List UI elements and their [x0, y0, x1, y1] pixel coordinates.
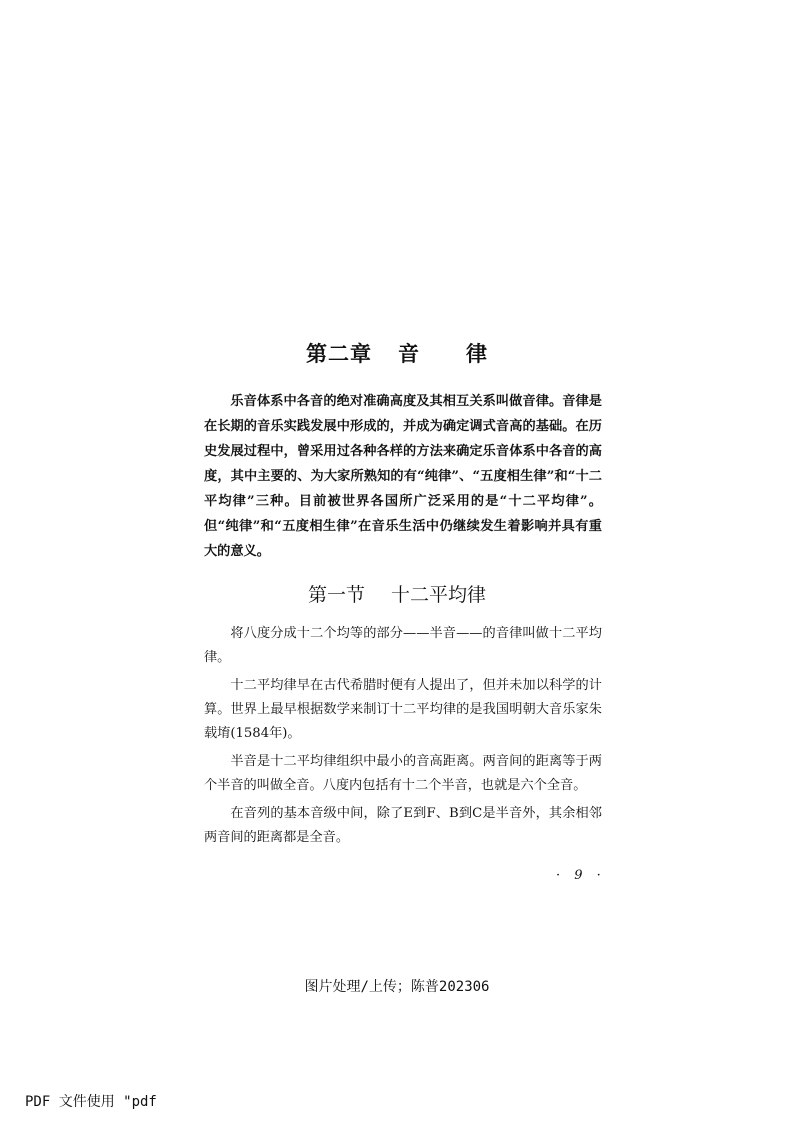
scan-credit: 图片处理/上传；陈普202306 — [304, 979, 490, 995]
section-name: 十二平均律 — [391, 584, 487, 606]
section-body — [204, 622, 602, 854]
body-paragraph-2: 十二平均律早在古代希腊时便有人提出了，但并未加以科学的计算。世界上最早根据数学来制订十二平均律的是我国明朝大音乐家朱载堉(1584年)。 — [204, 678, 602, 741]
chapter-number: 第二章 — [306, 342, 372, 366]
chapter-title-word-1: 音 — [398, 342, 420, 366]
chapter-title-word-2: 律 — [466, 342, 488, 366]
chapter-intro — [204, 389, 602, 564]
body-paragraph-3: 半音是十二平均律组织中最小的音高距离。两音间的距离等于两个半音的叫做全音。八度内包括有十二个半音，也就是六个全音。 — [204, 754, 602, 793]
body-paragraph-1: 将八度分成十二个均等的部分——半音——的音律叫做十二平均律。 — [204, 626, 602, 665]
chapter-title — [0, 338, 794, 368]
intro-paragraph: 乐音体系中各音的绝对准确高度及其相互关系叫做音律。音律是在长期的音乐实践发展中形成的，并成为确定调式音高的基础。在历史发展过程中，曾采用过各种各样的方法来确定乐音体系中各音的高度，其中主要的、为大家所熟知的有“纯律”、“五度相生律”和“十二平均律”三种。目前被世界各国所广泛采用的是“十二平均律”。但“纯律”和“五度相生律”在音乐生活中仍继续发生着影响并具有重大的意义。 — [204, 394, 602, 559]
body-paragraph-4: 在音列的基本音级中间，除了E到F、B到C是半音外，其余相邻两音间的距离都是全音。 — [204, 806, 602, 845]
page-number: · 9 · — [556, 868, 606, 883]
pdf-footer-note: PDF 文件使用 "pdf — [25, 1094, 157, 1110]
section-title — [0, 580, 794, 607]
section-number: 第一节 — [307, 584, 365, 606]
